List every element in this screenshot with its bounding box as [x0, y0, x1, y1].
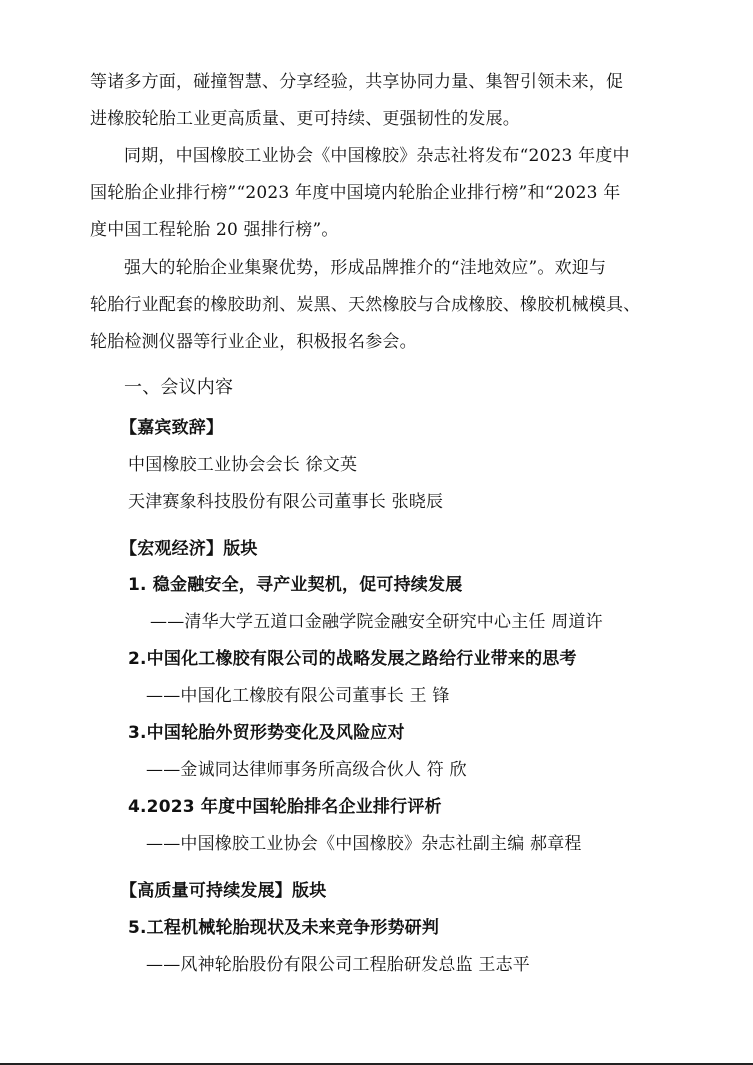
- talk-3-speaker: ——金诚同达律师事务所高级合伙人 符 欣: [146, 760, 467, 780]
- intro-paragraph-2-line-3: 度中国工程轮胎 20 强排行榜”。: [90, 220, 339, 240]
- section-heading-meeting-content: 一、会议内容: [124, 377, 234, 398]
- intro-paragraph-3-line-3: 轮胎检测仪器等行业企业，积极报名参会。: [90, 332, 417, 352]
- talk-5-speaker: ——风神轮胎股份有限公司工程胎研发总监 王志平: [146, 955, 531, 975]
- talk-1-title: 1. 稳金融安全，寻产业契机，促可持续发展: [128, 575, 463, 595]
- talk-4-title: 4.2023 年度中国轮胎排名企业排行评析: [128, 797, 442, 817]
- intro-paragraph-1-line-2: 进橡胶轮胎工业更高质量、更可持续、更强韧性的发展。: [90, 109, 520, 129]
- talk-4-speaker: ——中国橡胶工业协会《中国橡胶》杂志社副主编 郝章程: [146, 834, 582, 854]
- guest-speaker-1: 中国橡胶工业协会会长 徐文英: [128, 455, 358, 475]
- intro-paragraph-2-line-1: 同期，中国橡胶工业协会《中国橡胶》杂志社将发布“2023 年度中: [124, 146, 630, 166]
- talk-1-speaker: ——清华大学五道口金融学院金融安全研究中心主任 周道许: [150, 612, 603, 632]
- talk-2-speaker: ——中国化工橡胶有限公司董事长 王 锋: [146, 686, 450, 706]
- guest-speaker-2: 天津赛象科技股份有限公司董事长 张晓辰: [128, 492, 444, 512]
- talk-5-title: 5.工程机械轮胎现状及未来竞争形势研判: [128, 918, 440, 938]
- guest-speech-section-title: 【嘉宾致辞】: [120, 418, 224, 438]
- intro-paragraph-3-line-1: 强大的轮胎企业集聚优势，形成品牌推介的“洼地效应”。欢迎与: [124, 258, 607, 278]
- intro-paragraph-2-line-2: 国轮胎企业排行榜”“2023 年度中国境内轮胎企业排行榜”和“2023 年: [90, 183, 621, 203]
- intro-paragraph-3-line-2: 轮胎行业配套的橡胶助剂、炭黑、天然橡胶与合成橡胶、橡胶机械模具、: [90, 295, 641, 315]
- macro-economy-section-title: 【宏观经济】版块: [120, 539, 258, 559]
- talk-2-title: 2.中国化工橡胶有限公司的战略发展之路给行业带来的思考: [128, 649, 577, 669]
- intro-paragraph-1-line-1: 等诸多方面，碰撞智慧、分享经验，共享协同力量、集智引领未来，促: [90, 72, 624, 92]
- talk-3-title: 3.中国轮胎外贸形势变化及风险应对: [128, 723, 405, 743]
- quality-development-section-title: 【高质量可持续发展】版块: [120, 881, 327, 901]
